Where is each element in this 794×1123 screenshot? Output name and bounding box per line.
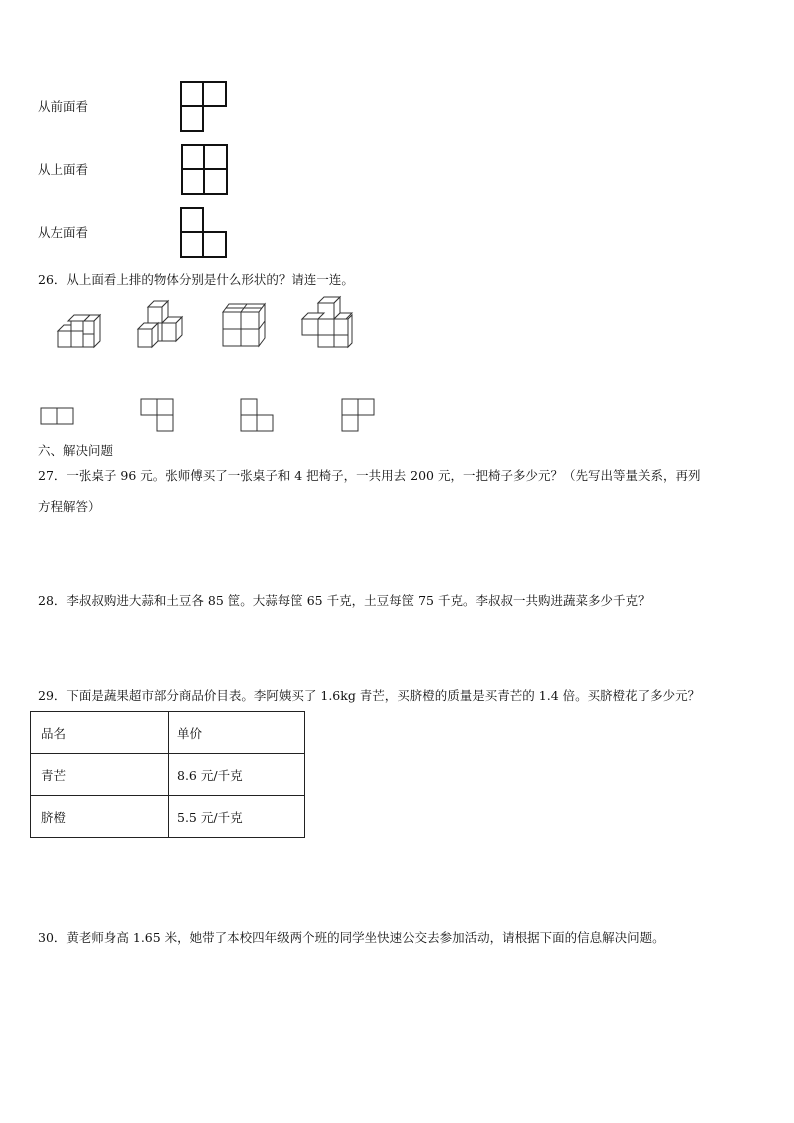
view-label-front: 从前面看 xyxy=(38,99,89,114)
table-header-row xyxy=(31,712,305,754)
view-label-top: 从上面看 xyxy=(38,162,89,177)
table-header-name: 品名 xyxy=(31,712,169,754)
question-30: 30．黄老师身高 1.65 米，她带了本校四年级两个班的同学坐快速公交去参加活动，请根据下面的信息解决问题。 xyxy=(38,930,665,945)
front-view-figure xyxy=(179,80,229,134)
question-27-line-2: 方程解答） xyxy=(38,499,101,514)
flat-figure-4 xyxy=(341,398,377,434)
cube-figure-2 xyxy=(136,299,186,351)
flat-figure-1 xyxy=(40,406,76,426)
cube-figure-1 xyxy=(56,311,106,351)
table-cell-name: 脐橙 xyxy=(31,796,169,838)
flat-figure-2 xyxy=(140,398,176,434)
table-row xyxy=(31,754,305,796)
table-header-price: 单价 xyxy=(169,712,305,754)
cube-figure-3 xyxy=(221,302,269,350)
cube-figure-4 xyxy=(300,295,356,349)
question-26: 26．从上面看上排的物体分别是什么形状的？请连一连。 xyxy=(38,272,354,287)
table-cell-name: 青芒 xyxy=(31,754,169,796)
table-row xyxy=(31,796,305,838)
top-view-figure xyxy=(179,143,231,197)
question-27-line-1: 27．一张桌子 96 元。张师傅买了一张桌子和 4 把椅子，一共用去 200 元，一把椅子多少元？（先写出等量关系，再列 xyxy=(38,468,701,483)
table-cell-price: 8.6 元/千克 xyxy=(169,754,305,796)
table-cell-price: 5.5 元/千克 xyxy=(169,796,305,838)
flat-figure-3 xyxy=(240,398,276,434)
view-label-left: 从左面看 xyxy=(38,225,89,240)
left-view-figure xyxy=(179,206,229,260)
question-28: 28．李叔叔购进大蒜和土豆各 85 筐。大蒜每筐 65 千克，土豆每筐 75 千克。李叔叔一共购进蔬菜多少千克？ xyxy=(38,593,651,608)
section-title: 六、解决问题 xyxy=(38,443,114,458)
price-table xyxy=(30,711,305,838)
question-29: 29．下面是蔬果超市部分商品价目表。李阿姨买了 1.6kg 青芒，买脐橙的质量是买青芒的 1.4 倍。买脐橙花了多少元？ xyxy=(38,688,701,703)
